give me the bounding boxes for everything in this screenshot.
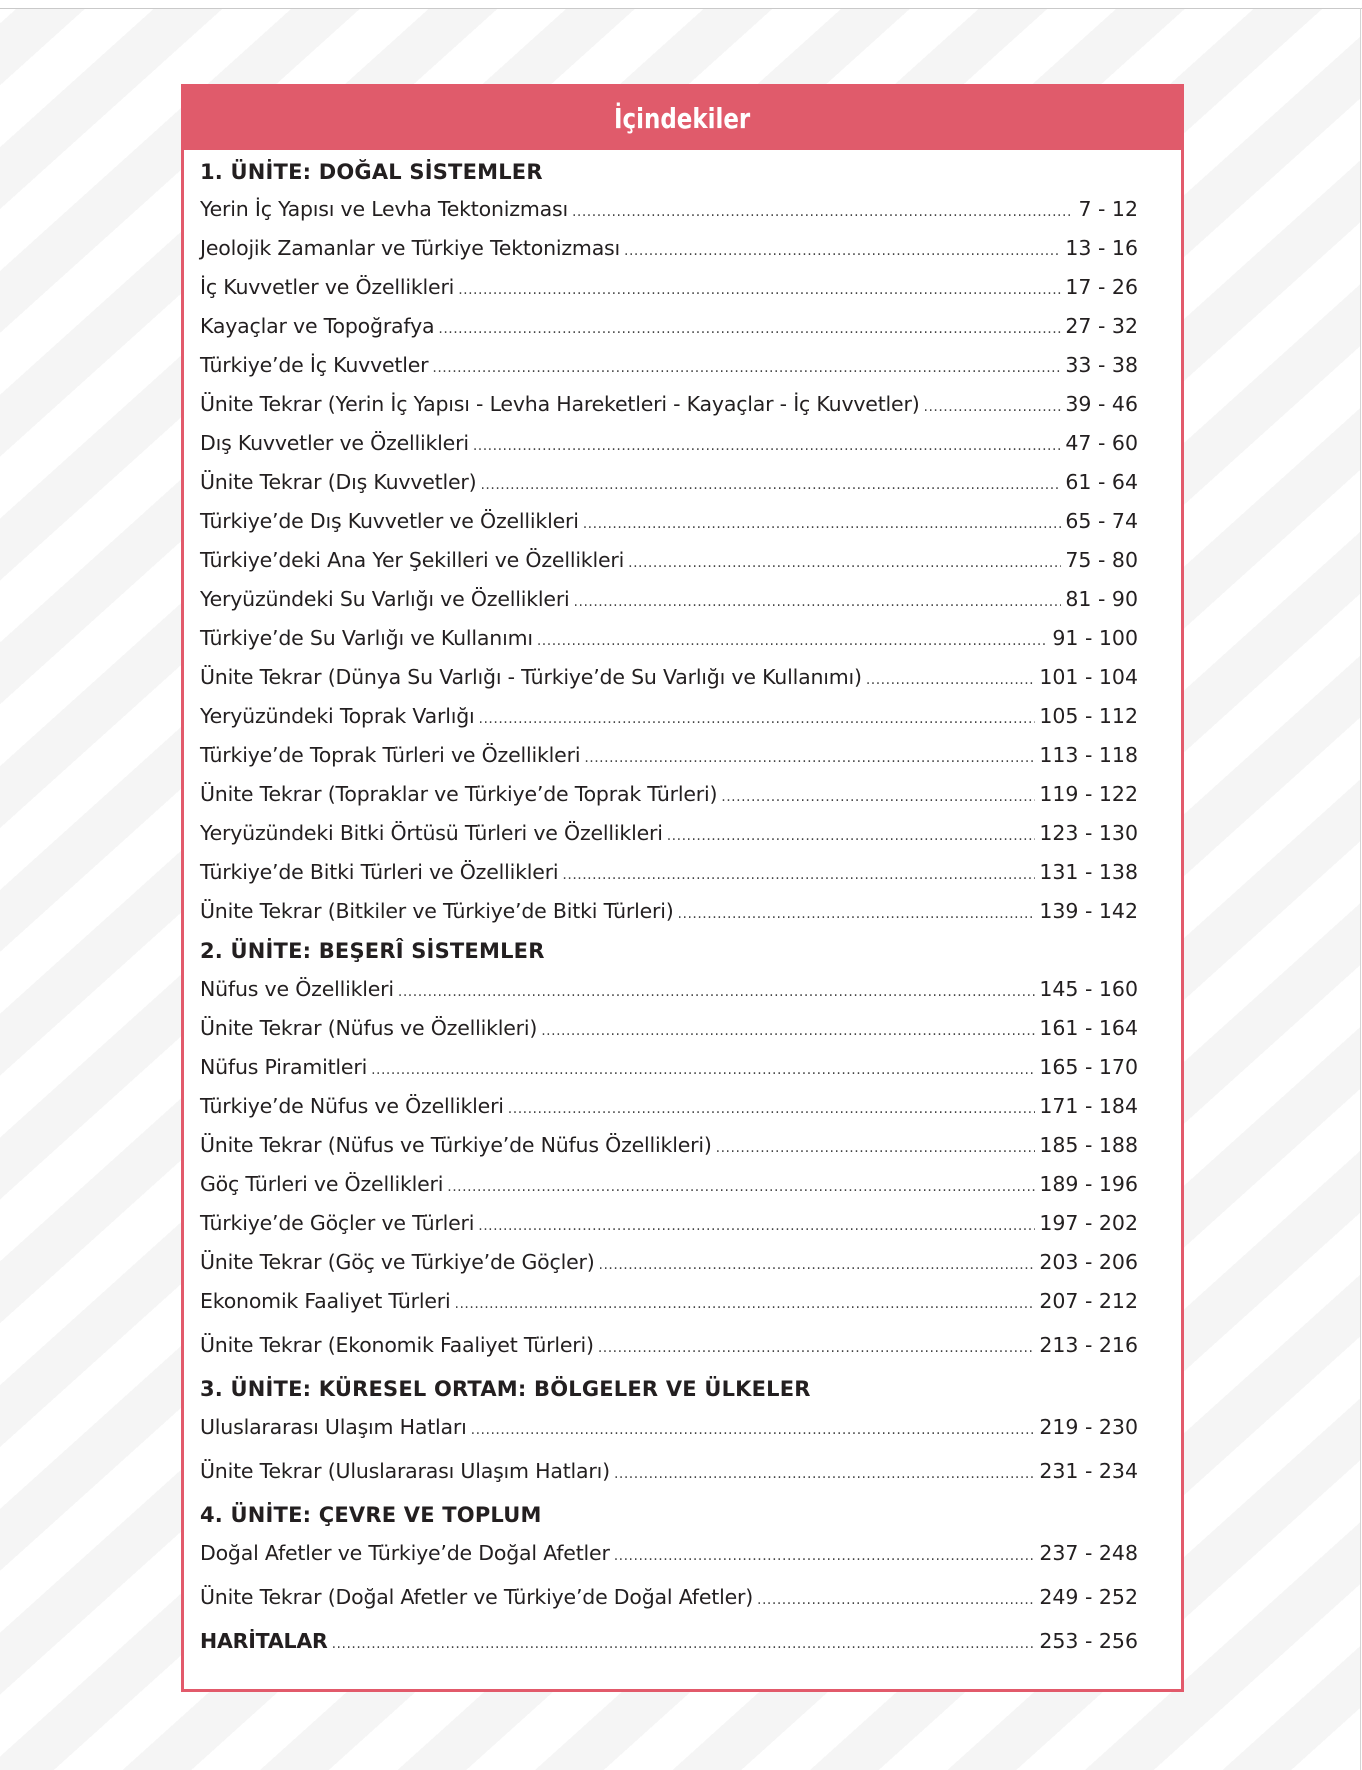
entry-label: Uluslararası Ulaşım Hatları (200, 1415, 467, 1439)
entry-pages: 185 - 188 (1039, 1133, 1138, 1157)
leader-dots (584, 743, 1035, 767)
entry-label: İç Kuvvetler ve Özellikleri (200, 275, 455, 299)
entry-label: Ünite Tekrar (Nüfus ve Özellikleri) (200, 1016, 538, 1040)
leader-dots (541, 1016, 1035, 1040)
toc-entry[interactable] (200, 1289, 1138, 1313)
entry-pages: 165 - 170 (1039, 1055, 1138, 1079)
toc-entry[interactable] (200, 860, 1138, 884)
leader-dots (572, 197, 1070, 221)
entry-label: Göç Türleri ve Özellikleri (200, 1172, 444, 1196)
toc-entry[interactable] (200, 665, 1138, 689)
leader-dots (574, 587, 1062, 611)
toc-entry[interactable] (200, 1415, 1138, 1439)
leader-dots (332, 1629, 1036, 1653)
entry-pages: 171 - 184 (1039, 1094, 1138, 1118)
leader-dots (924, 392, 1062, 416)
leader-dots (583, 509, 1062, 533)
toc-entry[interactable] (200, 392, 1138, 416)
leader-dots (598, 1333, 1035, 1357)
entry-pages: 65 - 74 (1065, 509, 1138, 533)
entry-pages: 7 - 12 (1078, 197, 1138, 221)
leader-dots (614, 1459, 1035, 1483)
entry-label: Ünite Tekrar (Yerin İç Yapısı - Levha Hareketleri - Kayaçlar - İç Kuvvetler) (200, 392, 920, 416)
unit-heading: 4. ÜNİTE: ÇEVRE VE TOPLUM (200, 1503, 542, 1527)
toc-entry[interactable] (200, 431, 1138, 455)
toc-entry[interactable] (200, 1133, 1138, 1157)
toc-entry[interactable] (200, 509, 1138, 533)
entry-pages: 219 - 230 (1039, 1415, 1138, 1439)
leader-dots (757, 1585, 1035, 1609)
entry-pages: 75 - 80 (1065, 548, 1138, 572)
leader-dots (667, 821, 1036, 845)
leader-dots (473, 431, 1062, 455)
entry-pages: 131 - 138 (1039, 860, 1138, 884)
entry-pages: 203 - 206 (1039, 1250, 1138, 1274)
toc-entry[interactable] (200, 782, 1138, 806)
toc-entry[interactable] (200, 1541, 1138, 1565)
entry-label: Türkiye’de Bitki Türleri ve Özellikleri (200, 860, 559, 884)
entry-pages: 139 - 142 (1039, 899, 1138, 923)
toc-header (184, 87, 1181, 150)
entry-pages: 231 - 234 (1039, 1459, 1138, 1483)
leader-dots (478, 1211, 1035, 1235)
leader-dots (432, 353, 1061, 377)
entry-pages: 39 - 46 (1065, 392, 1138, 416)
unit-heading: 3. ÜNİTE: KÜRESEL ORTAM: BÖLGELER VE ÜLKELER (200, 1377, 811, 1401)
entry-label: Yerin İç Yapısı ve Levha Tektonizması (200, 197, 568, 221)
entry-pages: 161 - 164 (1039, 1016, 1138, 1040)
toc-entry[interactable] (200, 626, 1138, 650)
toc-entry[interactable] (200, 899, 1138, 923)
entry-pages: 197 - 202 (1039, 1211, 1138, 1235)
toc-entry[interactable] (200, 1585, 1138, 1609)
entry-pages: 119 - 122 (1039, 782, 1138, 806)
leader-dots (508, 1094, 1036, 1118)
viewer-right-border (1360, 8, 1361, 1770)
entry-pages: 189 - 196 (1039, 1172, 1138, 1196)
toc-entry[interactable] (200, 1094, 1138, 1118)
entry-label: Yeryüzündeki Su Varlığı ve Özellikleri (200, 587, 570, 611)
entry-pages: 105 - 112 (1039, 704, 1138, 728)
toc-entry[interactable] (200, 1459, 1138, 1483)
toc-entry[interactable] (200, 353, 1138, 377)
entry-pages: 249 - 252 (1039, 1585, 1138, 1609)
entry-label: Doğal Afetler ve Türkiye’de Doğal Afetler (200, 1541, 610, 1565)
entry-pages: 17 - 26 (1065, 275, 1138, 299)
leader-dots (614, 1541, 1036, 1565)
entry-label: Yeryüzündeki Toprak Varlığı (200, 704, 475, 728)
toc-entry[interactable] (200, 1016, 1138, 1040)
leader-dots (447, 1172, 1035, 1196)
entry-pages: 207 - 212 (1039, 1289, 1138, 1313)
entry-pages: 91 - 100 (1052, 626, 1138, 650)
entry-pages: 253 - 256 (1039, 1629, 1138, 1653)
entry-label: Türkiye’deki Ana Yer Şekilleri ve Özellikleri (200, 548, 625, 572)
entry-label: Ünite Tekrar (Topraklar ve Türkiye’de Toprak Türleri) (200, 782, 718, 806)
entry-label: Yeryüzündeki Bitki Örtüsü Türleri ve Özellikleri (200, 821, 663, 845)
toc-entry[interactable] (200, 1055, 1138, 1079)
page-title: İçindekiler (614, 102, 751, 135)
leader-dots (562, 860, 1035, 884)
entry-label: Jeolojik Zamanlar ve Türkiye Tektonizması (200, 236, 621, 260)
entry-pages: 13 - 16 (1065, 236, 1138, 260)
entry-label: Ünite Tekrar (Doğal Afetler ve Türkiye’de Doğal Afetler) (200, 1585, 754, 1609)
leader-dots (479, 704, 1036, 728)
toc-entry[interactable] (200, 548, 1138, 572)
leader-dots (438, 314, 1061, 338)
toc-entry[interactable] (200, 314, 1138, 338)
entry-pages: 61 - 64 (1065, 470, 1138, 494)
entry-label: Türkiye’de Nüfus ve Özellikleri (200, 1094, 504, 1118)
entry-pages: 47 - 60 (1065, 431, 1138, 455)
unit-heading: 2. ÜNİTE: BEŞERÎ SİSTEMLER (200, 939, 545, 963)
toc-entry-maps[interactable] (200, 1629, 1138, 1653)
leader-dots (455, 1289, 1036, 1313)
table-of-contents (181, 84, 1184, 1692)
leader-dots (721, 782, 1035, 806)
entry-label: Nüfus ve Özellikleri (200, 977, 394, 1001)
unit-heading: 1. ÜNİTE: DOĞAL SİSTEMLER (200, 160, 543, 184)
entry-pages: 113 - 118 (1039, 743, 1138, 767)
leader-dots (628, 548, 1061, 572)
toc-entry[interactable] (200, 743, 1138, 767)
entry-pages: 123 - 130 (1039, 821, 1138, 845)
entry-label: Ünite Tekrar (Dünya Su Varlığı - Türkiye’de Su Varlığı ve Kullanımı) (200, 665, 862, 689)
entry-pages: 145 - 160 (1039, 977, 1138, 1001)
leader-dots (599, 1250, 1036, 1274)
entry-label: Ünite Tekrar (Uluslararası Ulaşım Hatları) (200, 1459, 610, 1483)
entry-label: Türkiye’de Toprak Türleri ve Özellikleri (200, 743, 581, 767)
toc-entry[interactable] (200, 275, 1138, 299)
toc-entry[interactable] (200, 236, 1138, 260)
entry-label: Dış Kuvvetler ve Özellikleri (200, 431, 469, 455)
entry-pages: 81 - 90 (1065, 587, 1138, 611)
toc-entry[interactable] (200, 977, 1138, 1001)
entry-pages: 101 - 104 (1039, 665, 1138, 689)
entry-label: Ünite Tekrar (Ekonomik Faaliyet Türleri) (200, 1333, 594, 1357)
toc-entry[interactable] (200, 821, 1138, 845)
entry-label: Ünite Tekrar (Nüfus ve Türkiye’de Nüfus Özellikleri) (200, 1133, 712, 1157)
entry-pages: 213 - 216 (1039, 1333, 1138, 1357)
toc-entry[interactable] (200, 704, 1138, 728)
toc-entry[interactable] (200, 197, 1138, 221)
leader-dots (678, 899, 1036, 923)
entry-label: Nüfus Piramitleri (200, 1055, 368, 1079)
entry-pages: 237 - 248 (1039, 1541, 1138, 1565)
leader-dots (480, 470, 1061, 494)
entry-label: Ünite Tekrar (Dış Kuvvetler) (200, 470, 477, 494)
leader-dots (866, 665, 1036, 689)
entry-label: HARİTALAR (200, 1629, 328, 1653)
entry-label: Ekonomik Faaliyet Türleri (200, 1289, 451, 1313)
entry-label: Kayaçlar ve Topoğrafya (200, 314, 435, 338)
entry-pages: 33 - 38 (1065, 353, 1138, 377)
toc-entry[interactable] (200, 587, 1138, 611)
toc-entry[interactable] (200, 1172, 1138, 1196)
entry-label: Türkiye’de Dış Kuvvetler ve Özellikleri (200, 509, 579, 533)
leader-dots (371, 1055, 1035, 1079)
toc-entry[interactable] (200, 1333, 1138, 1357)
entry-label: Türkiye’de Göçler ve Türleri (200, 1211, 475, 1235)
leader-dots (624, 236, 1061, 260)
leader-dots (458, 275, 1061, 299)
toc-entry[interactable] (200, 1250, 1138, 1274)
entry-pages: 27 - 32 (1065, 314, 1138, 338)
leader-dots (716, 1133, 1036, 1157)
entry-label: Türkiye’de Su Varlığı ve Kullanımı (200, 626, 533, 650)
toc-entry[interactable] (200, 1211, 1138, 1235)
leader-dots (471, 1415, 1036, 1439)
leader-dots (398, 977, 1035, 1001)
toc-entry[interactable] (200, 470, 1138, 494)
entry-label: Ünite Tekrar (Bitkiler ve Türkiye’de Bitki Türleri) (200, 899, 674, 923)
entry-label: Ünite Tekrar (Göç ve Türkiye’de Göçler) (200, 1250, 595, 1274)
leader-dots (537, 626, 1049, 650)
entry-label: Türkiye’de İç Kuvvetler (200, 353, 429, 377)
